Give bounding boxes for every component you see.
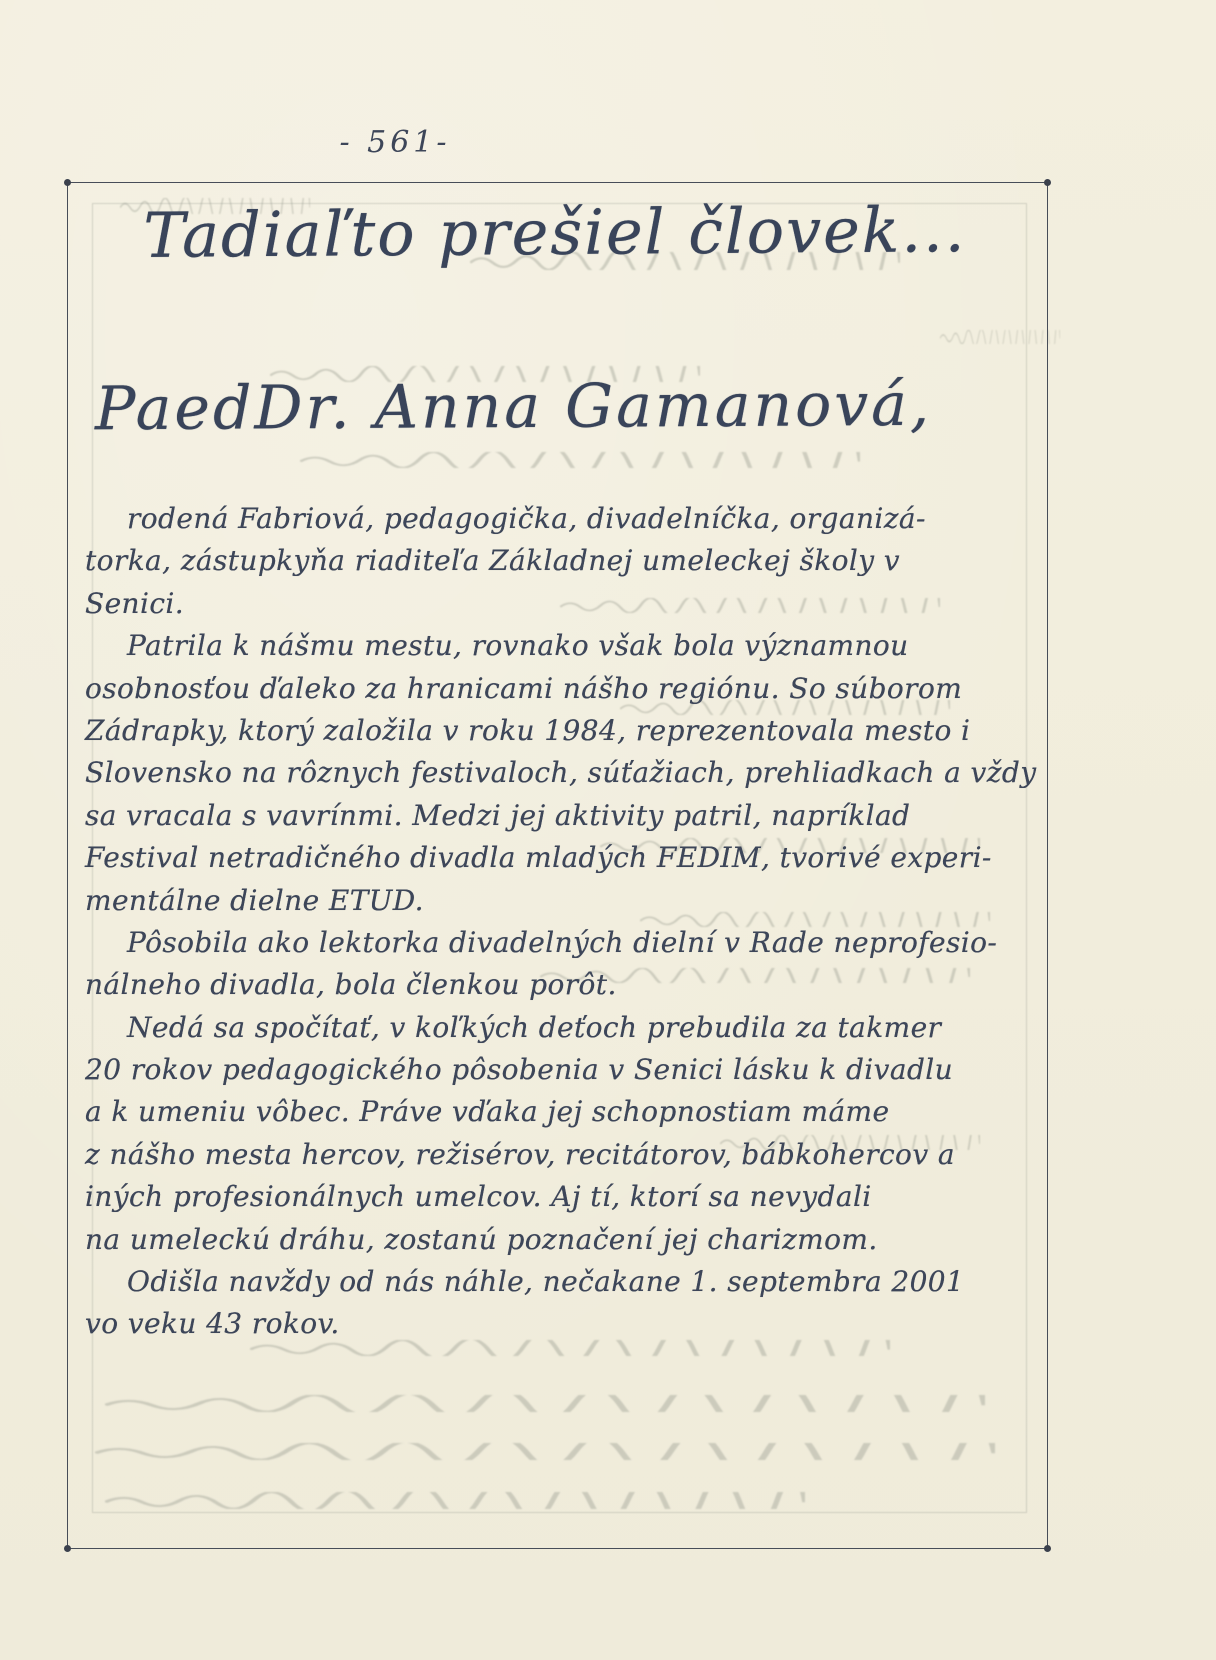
body-line: mentálne dielne ETUD.	[85, 883, 424, 917]
body-line: vo veku 43 rokov.	[85, 1307, 340, 1341]
body-line: nálneho divadla, bola členkou porôt.	[85, 968, 617, 1002]
body-line: Senici.	[85, 586, 185, 620]
body-line: iných profesionálnych umelcov. Aj tí, ktorí sa nevydali	[85, 1180, 872, 1214]
body-line: z nášho mesta hercov, režisérov, recitátorov, bábkohercov a	[85, 1137, 955, 1171]
frame-corner-dot	[64, 179, 71, 186]
body-line: sa vracala s vavrínmi. Medzi jej aktivity patril, napríklad	[85, 798, 911, 832]
body-line: Odišla navždy od nás náhle, nečakane 1. septembra 2001	[127, 1265, 965, 1299]
person-name-heading: PaedDr. Anna Gamanová,	[94, 369, 933, 445]
frame-corner-dot	[64, 1545, 71, 1552]
body-line: osobnosťou ďaleko za hranicami nášho regiónu. So súborom	[85, 671, 963, 705]
body-line: Pôsobila ako lektorka divadelných dielní v Rade neprofesio-	[127, 925, 998, 959]
frame-corner-dot	[1044, 179, 1051, 186]
page-number: - 561-	[339, 125, 451, 160]
body-line: Nedá sa spočítať, v koľkých deťoch prebudila za takmer	[127, 1010, 942, 1044]
frame-corner-dot	[1044, 1545, 1051, 1552]
body-line: 20 rokov pedagogického pôsobenia v Senici lásku k divadlu	[85, 1053, 954, 1087]
body-line: Slovensko na rôznych festivaloch, súťažiach, prehliadkach a vždy	[85, 756, 1037, 790]
body-line: rodená Fabriová, pedagogička, divadelníčka, organizá-	[127, 502, 926, 535]
body-text	[85, 498, 1037, 1346]
body-line: torka, zástupkyňa riaditeľa Základnej umeleckej školy v	[85, 544, 900, 578]
body-line: Zádrapky, ktorý založila v roku 1984, reprezentovala mesto i	[85, 713, 971, 747]
body-line: na umeleckú dráhu, zostanú poznačení jej charizmom.	[85, 1222, 878, 1256]
body-line: Festival netradičného divadla mladých FEDIM, tvorivé experi-	[85, 841, 992, 875]
body-line: Patrila k nášmu mestu, rovnako však bola významnou	[127, 629, 909, 663]
page-title: Tadiaľto prešiel človek...	[143, 193, 967, 272]
body-line: a k umeniu vôbec. Práve vďaka jej schopnostiam máme	[85, 1095, 890, 1129]
